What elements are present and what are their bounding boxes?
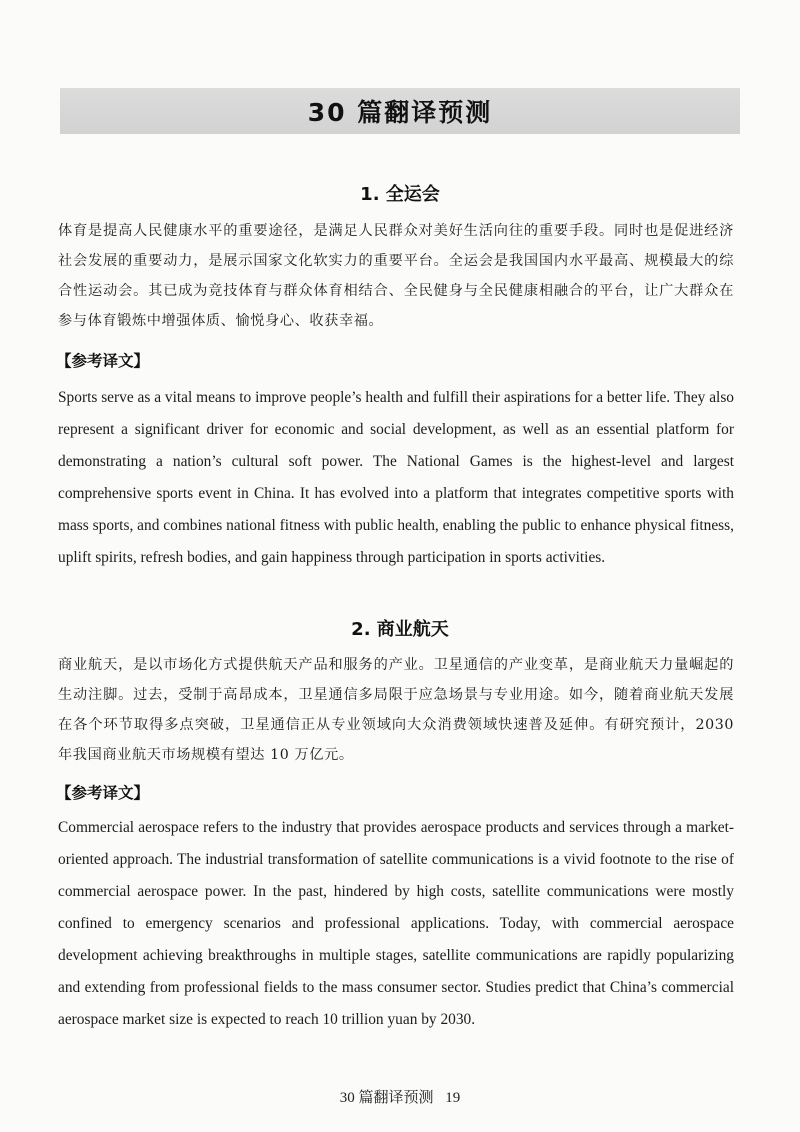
footer-running-title: 30 篇翻译预测 xyxy=(339,1090,434,1106)
page-footer xyxy=(0,1086,800,1107)
section-1-chinese-paragraph: 体育是提高人民健康水平的重要途径，是满足人民群众对美好生活向往的重要手段。同时也是促进经济社会发展的重要动力，是展示国家文化软实力的重要平台。全运会是我国国内水平最高、规模最大的综合性运动会。其已成为竞技体育与群众体育相结合、全民健身与全民健康相融合的平台，让广大群众在参与体育锻炼中增强体质、愉悦身心、收获幸福。 xyxy=(58,223,734,329)
section-1-english-translation: Sports serve as a vital means to improve people’s health and fulfill their aspirations for a better life. They also represent a significant driver for economic and social development, as well as an essential platform for demonstrating a nation’s cultural soft power. The National Games is the highest-level and largest comprehensive sports event in China. It has evolved into a platform that integrates competitive sports with mass sports, and combines national fitness with public health, enabling the public to enhance physical fitness, uplift spirits, refresh bodies, and gain happiness through participation in sports activities. xyxy=(58,389,734,566)
section-2-reference-label: 【参考译文】 xyxy=(56,784,150,802)
section-2-chinese-paragraph: 商业航天，是以市场化方式提供航天产品和服务的产业。卫星通信的产业变革，是商业航天力量崛起的生动注脚。过去，受制于高昂成本，卫星通信多局限于应急场景与专业用途。如今，随着商业航天发展在各个环节取得多点突破，卫星通信正从专业领域向大众消费领域快速普及延伸。有研究预计，2030 年我国商业航天市场规模有望达 10 万亿元。 xyxy=(58,657,734,763)
section-1-title: 1. 全运会 xyxy=(360,184,440,205)
page-title: 30 篇翻译预测 xyxy=(307,98,493,127)
title-banner xyxy=(60,88,740,134)
section-2-english-translation: Commercial aerospace refers to the industry that provides aerospace products and services through a market-oriented approach. The industrial transformation of satellite communications is a vivid footnote to the rise of commercial aerospace power. In the past, hindered by high costs, satellite communications were mostly confined to emergency scenarios and professional applications. Today, with commercial aerospace development achieving breakthroughs in multiple stages, satellite communications are rapidly popularizing and extending from professional fields to the mass consumer sector. Studies predict that China’s commercial aerospace market size is expected to reach 10 trillion yuan by 2030. xyxy=(58,819,734,1028)
page-number: 19 xyxy=(445,1090,461,1106)
section-1-reference-label: 【参考译文】 xyxy=(56,352,150,370)
section-2-title: 2. 商业航天 xyxy=(351,619,449,640)
